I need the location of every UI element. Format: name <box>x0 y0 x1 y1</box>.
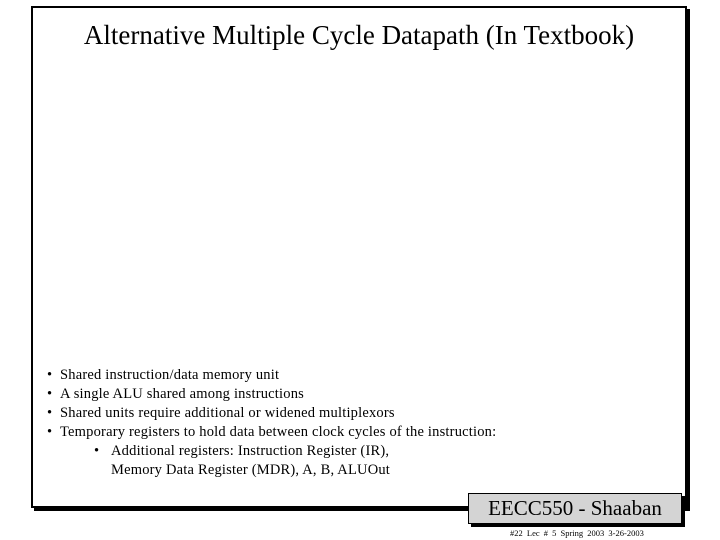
bullet-list <box>47 366 496 480</box>
sub-bullet-item <box>94 442 496 480</box>
slide-meta: #22 Lec # 5 Spring 2003 3-26-2003 <box>510 528 644 538</box>
datapath-figure-area <box>45 64 675 340</box>
bullet-item <box>47 423 496 480</box>
bullet-item: • A single ALU shared among instructions <box>47 385 496 404</box>
bullet-item-text: Temporary registers to hold data between clock cycles of the instruction: <box>60 424 497 440</box>
slide-title: Alternative Multiple Cycle Datapath (In Textbook) <box>83 20 635 50</box>
sub-bullet-line: Memory Data Register (MDR), A, B, ALUOut <box>111 462 391 478</box>
sub-bullet-line: • Additional registers: Instruction Register (IR), <box>111 443 390 459</box>
sub-bullet-list <box>60 442 496 480</box>
bullet-item: • Shared instruction/data memory unit <box>47 366 496 385</box>
slide-frame <box>31 6 687 508</box>
bullet-item: • Shared units require additional or widened multiplexors <box>47 404 496 423</box>
course-badge: EECC550 - Shaaban <box>468 493 682 524</box>
